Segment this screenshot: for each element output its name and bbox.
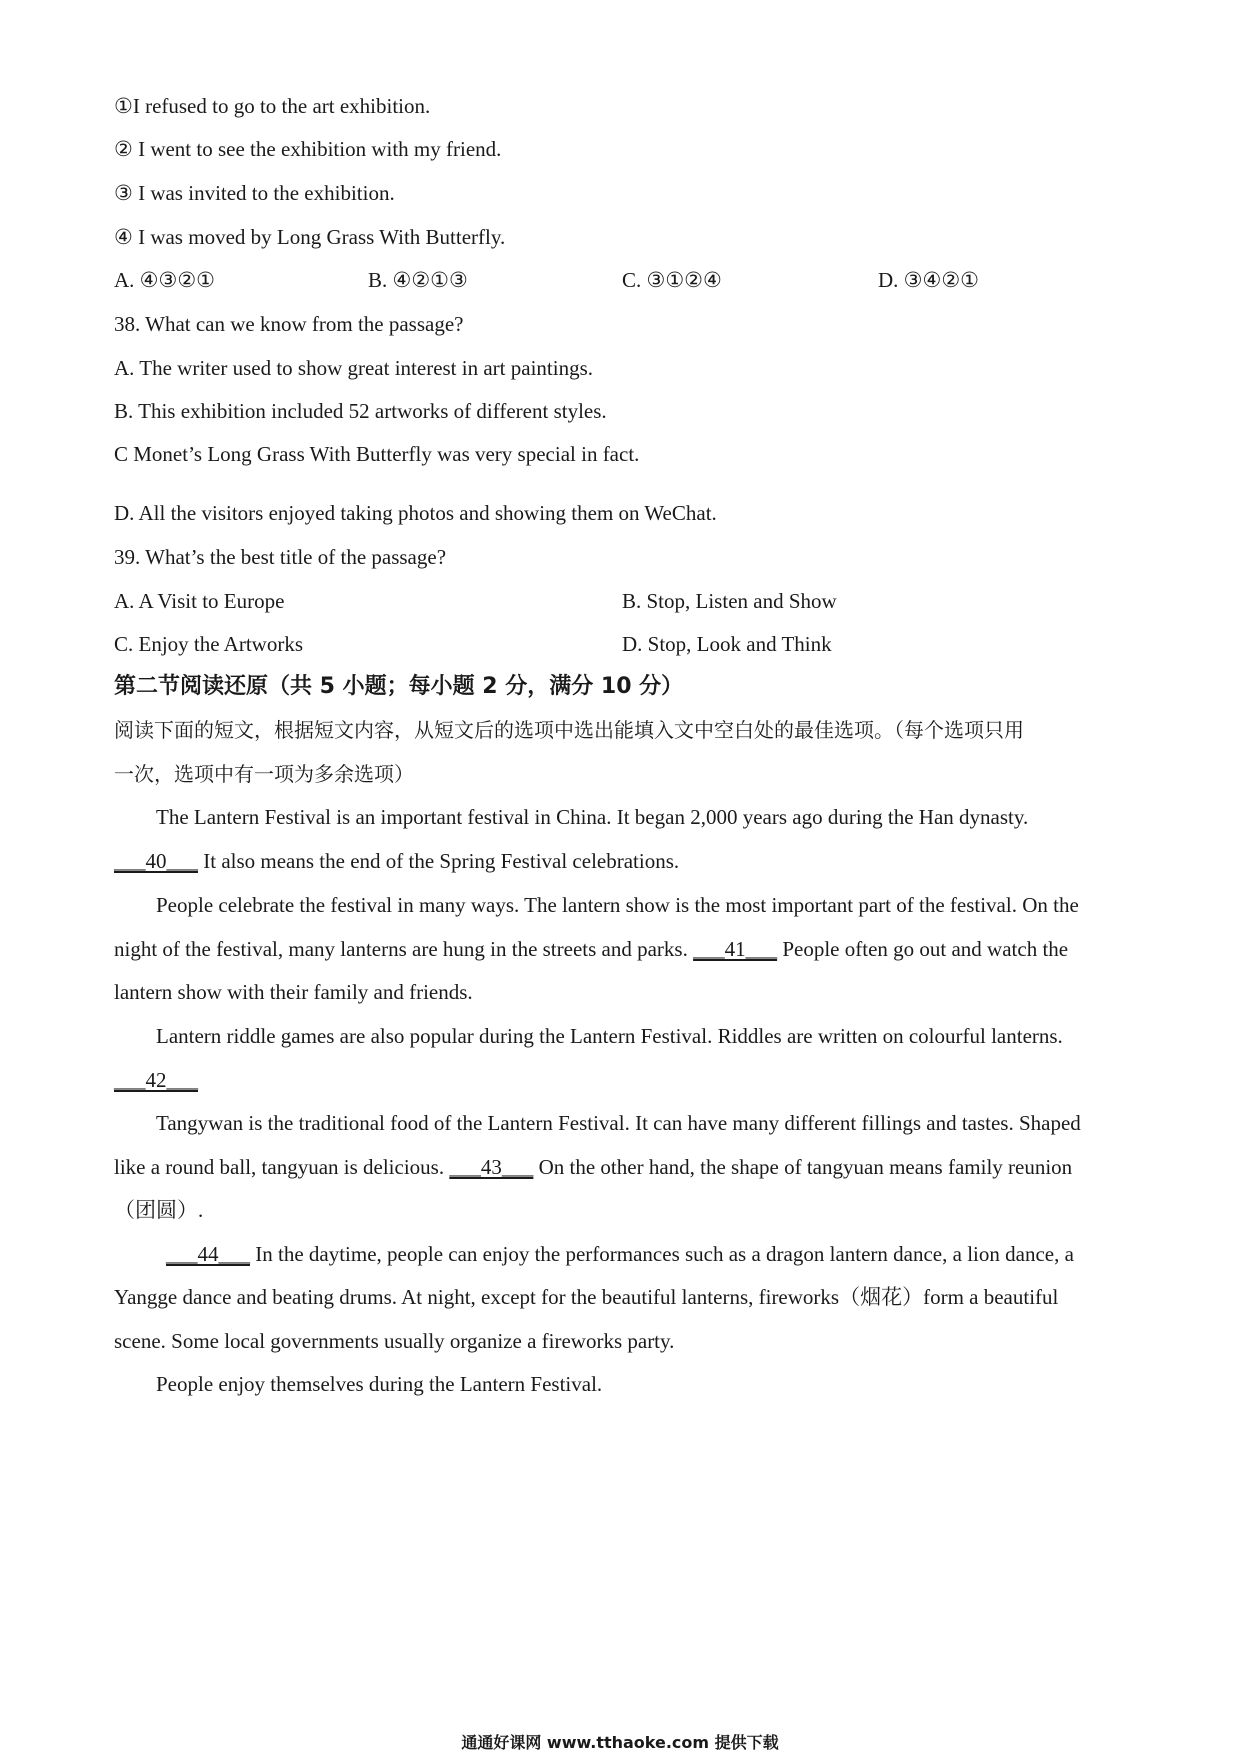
section-instruction-line2: 一次，选项中有一项为多余选项） bbox=[114, 762, 414, 786]
q37-statement-3: ③ I was invited to the exhibition. bbox=[114, 181, 395, 205]
q37-option-b: B. ④②①③ bbox=[368, 268, 468, 292]
q39-option-a: A. A Visit to Europe bbox=[114, 589, 285, 613]
q37-statement-4: ④ I was moved by Long Grass With Butterfly. bbox=[114, 225, 506, 249]
passage-p5-line2: Yangge dance and beating drums. At night, except for the beautiful lanterns, fireworks（烟花）form a beautiful bbox=[114, 1285, 1059, 1309]
passage-p2-line2-text-a: night of the festival, many lanterns are hung in the streets and parks. bbox=[114, 937, 694, 961]
q39-option-c: C. Enjoy the Artworks bbox=[114, 632, 303, 656]
q39-question: 39. What’s the best title of the passage? bbox=[114, 545, 447, 569]
passage-p4-line2-text-a: like a round ball, tangyuan is delicious. bbox=[114, 1155, 450, 1179]
passage-p1-line1: The Lantern Festival is an important festival in China. It began 2,000 years ago during the Han dynasty. bbox=[156, 805, 1029, 829]
blank-40: ___40___ bbox=[114, 849, 198, 873]
passage-p5-line1-text: In the daytime, people can enjoy the performances such as a dragon lantern dance, a lion dance, a bbox=[250, 1242, 1074, 1266]
q39-option-d: D. Stop, Look and Think bbox=[622, 632, 832, 656]
q37-option-a: A. ④③②① bbox=[114, 268, 215, 292]
blank-44: ___44___ bbox=[166, 1242, 250, 1266]
passage-p4-line2-text-b: On the other hand, the shape of tangyuan means family reunion bbox=[533, 1155, 1073, 1179]
passage-p4-line3: （团圆）. bbox=[114, 1198, 204, 1222]
q38-option-a: A. The writer used to show great interest in art paintings. bbox=[114, 356, 594, 380]
passage-p6-line1: People enjoy themselves during the Lantern Festival. bbox=[156, 1372, 603, 1396]
passage-p1-line2 bbox=[114, 847, 679, 875]
page-footer: 通通好课网 www.tthaoke.com 提供下载 bbox=[461, 1733, 779, 1752]
passage-p1-line2-text: It also means the end of the Spring Festival celebrations. bbox=[198, 849, 680, 873]
passage-p2-line3: lantern show with their family and friends. bbox=[114, 980, 473, 1004]
passage-p4-line1: Tangywan is the traditional food of the Lantern Festival. It can have many different fillings and tastes. Shaped bbox=[156, 1111, 1081, 1135]
q38-option-d: D. All the visitors enjoyed taking photos and showing them on WeChat. bbox=[114, 501, 717, 525]
passage-p3-line1: Lantern riddle games are also popular during the Lantern Festival. Riddles are written on colourful lanterns. bbox=[156, 1024, 1063, 1048]
blank-43: ___43___ bbox=[449, 1155, 534, 1179]
q37-option-d: D. ③④②① bbox=[878, 268, 979, 292]
section-heading: 第二节阅读还原（共 5 小题；每小题 2 分，满分 10 分） bbox=[114, 674, 684, 699]
passage-p2-line2 bbox=[114, 935, 1068, 963]
passage-p2-line1: People celebrate the festival in many ways. The lantern show is the most important part of the festival. On the bbox=[156, 893, 1079, 917]
q37-statement-1: ①I refused to go to the art exhibition. bbox=[114, 94, 431, 118]
passage-p2-line2-text-b: People often go out and watch the bbox=[777, 937, 1069, 961]
q39-option-b: B. Stop, Listen and Show bbox=[622, 589, 837, 613]
section-instruction-line1: 阅读下面的短文，根据短文内容，从短文后的选项中选出能填入文中空白处的最佳选项。（每个选项只用 bbox=[114, 718, 1024, 742]
passage-p4-line2 bbox=[114, 1153, 1072, 1181]
q38-question: 38. What can we know from the passage? bbox=[114, 312, 464, 336]
q38-option-c: C Monet’s Long Grass With Butterfly was very special in fact. bbox=[114, 442, 640, 466]
passage-p3-line2 bbox=[114, 1066, 198, 1094]
blank-42: ___42___ bbox=[114, 1068, 198, 1092]
passage-p5-line3: scene. Some local governments usually organize a fireworks party. bbox=[114, 1329, 675, 1353]
q37-option-c: C. ③①②④ bbox=[622, 268, 722, 292]
passage-p5-line1 bbox=[166, 1240, 1074, 1268]
blank-41: ___41___ bbox=[693, 937, 778, 961]
q38-option-b: B. This exhibition included 52 artworks of different styles. bbox=[114, 399, 607, 423]
q37-statement-2: ② I went to see the exhibition with my friend. bbox=[114, 137, 502, 161]
